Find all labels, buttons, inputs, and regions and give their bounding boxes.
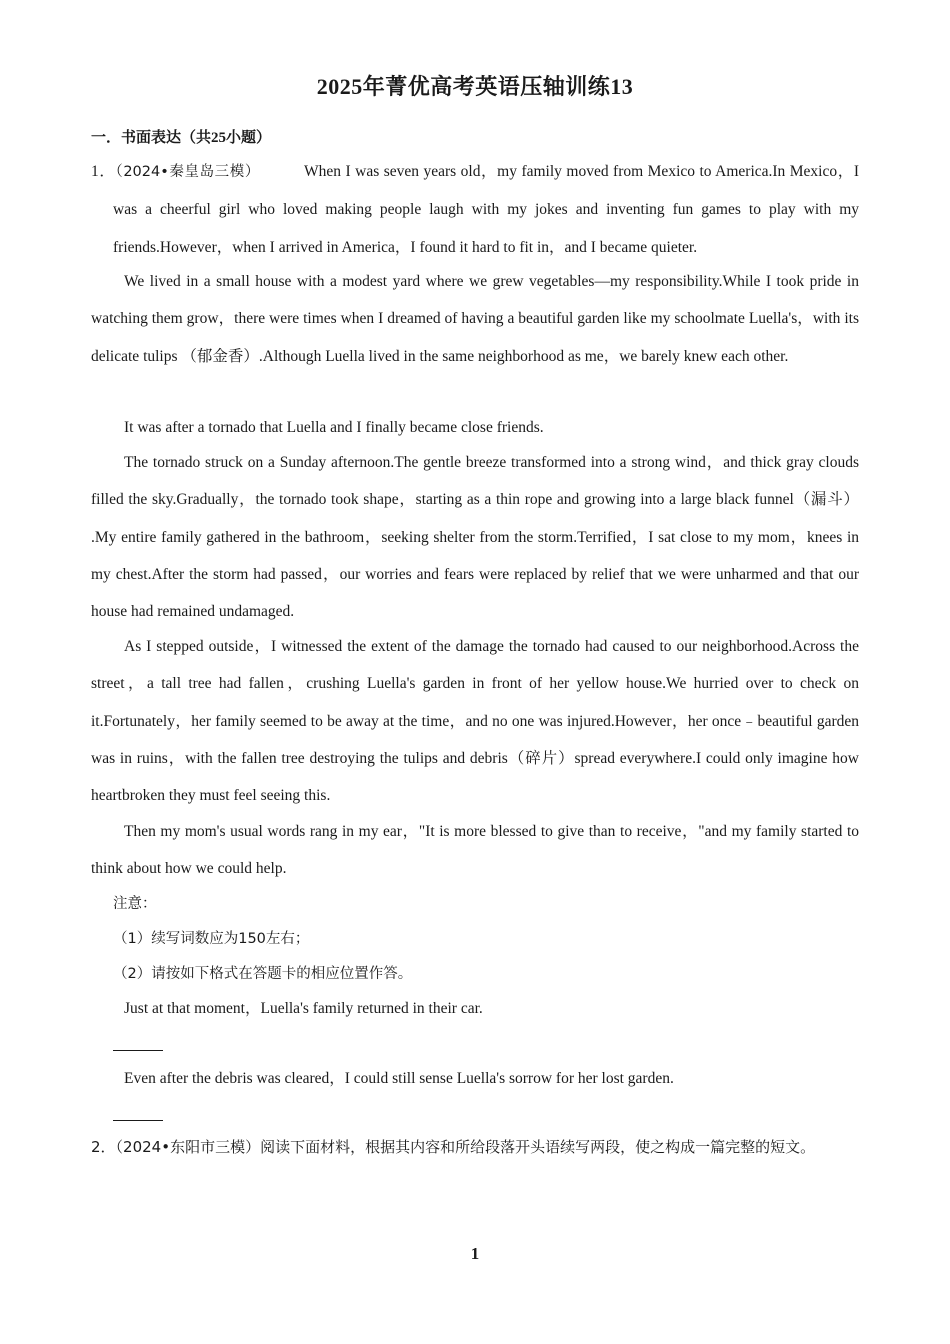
page-title: 2025年菁优高考英语压轴训练13 <box>316 74 634 99</box>
section-heading: 一．书面表达（共25小题） <box>91 130 272 146</box>
question-number: 1． <box>91 163 116 180</box>
paragraph-opener: Even after the debris was cleared，I could still sense Luella's sorrow for her lost garden. <box>124 1070 674 1087</box>
question-source: （2024•秦皇岛三模） <box>115 164 260 180</box>
passage-paragraph: We lived in a small house with a modest yard where we grew vegetables—my responsibility.While I took pride in watching them grow，there were times when I dreamed of having a beautiful garden like my schoolmate Luella's，with its delicate tulips （郁金香）.Although Luella lived in the same neighborhood as me，we barely knew each other. <box>91 273 859 365</box>
passage-paragraph: When I was seven years old，my family moved from Mexico to America.In Mexico，I was a cheerful girl who loved making people laugh with my jokes and inventing fun games to play with my friends.However，when I arrived in America，I found it hard to fit in，and I became quieter. <box>113 163 859 256</box>
question-1 <box>91 153 859 266</box>
passage-paragraph: As I stepped outside，I witnessed the extent of the damage the tornado had caused to our neighborhood.Across the street，a tall tree had fallen，crushing Luella's garden in front of her yellow house.We hurried over to check on it.Fortunately，her family seemed to be away at the time，and no one was injured.However，her once﹣beautiful garden was in ruins，with the fallen tree destroying the tulips and debris（碎片）spread everywhere.I could only imagine how heartbroken they must feel seeing this. <box>91 638 859 805</box>
passage-paragraph: The tornado struck on a Sunday afternoon.The gentle breeze transformed into a strong wind，and thick gray clouds filled the sky.Gradually，the tornado took shape，starting as a thin rope and growing into a large black funnel（漏斗） .My entire family gathered in the bathroom，seeking shelter from the storm.Terrified，I sat close to my mom，knees in my chest.After the storm had passed，our worries and fears were replaced by relief that we were unharmed and that our house had remained undamaged. <box>91 454 859 621</box>
question-1-intro <box>91 153 859 266</box>
note-label: 注意： <box>113 896 157 912</box>
passage-paragraph: Then my mom's usual words rang in my ear，"It is more blessed to give than to receive，"and my family started to think about how we could help. <box>91 823 859 878</box>
question-2-intro <box>91 1129 859 1166</box>
question-2 <box>91 1129 859 1166</box>
answer-blank <box>113 1050 163 1051</box>
note-item: （1）续写词数应为150左右； <box>113 931 310 947</box>
paragraph-opener: Just at that moment，Luella's family returned in their car. <box>124 1000 483 1017</box>
page-number: 1 <box>470 1244 480 1263</box>
answer-blank <box>113 1120 163 1121</box>
passage-paragraph: It was after a tornado that Luella and I finally became close friends. <box>124 419 544 436</box>
question-number: 2． <box>91 1138 116 1156</box>
question-text: （2024•东阳市三模）阅读下面材料，根据其内容和所给段落开头语续写两段，使之构成一篇完整的短文。 <box>115 1138 816 1156</box>
note-item: （2）请按如下格式在答题卡的相应位置作答。 <box>113 966 413 982</box>
